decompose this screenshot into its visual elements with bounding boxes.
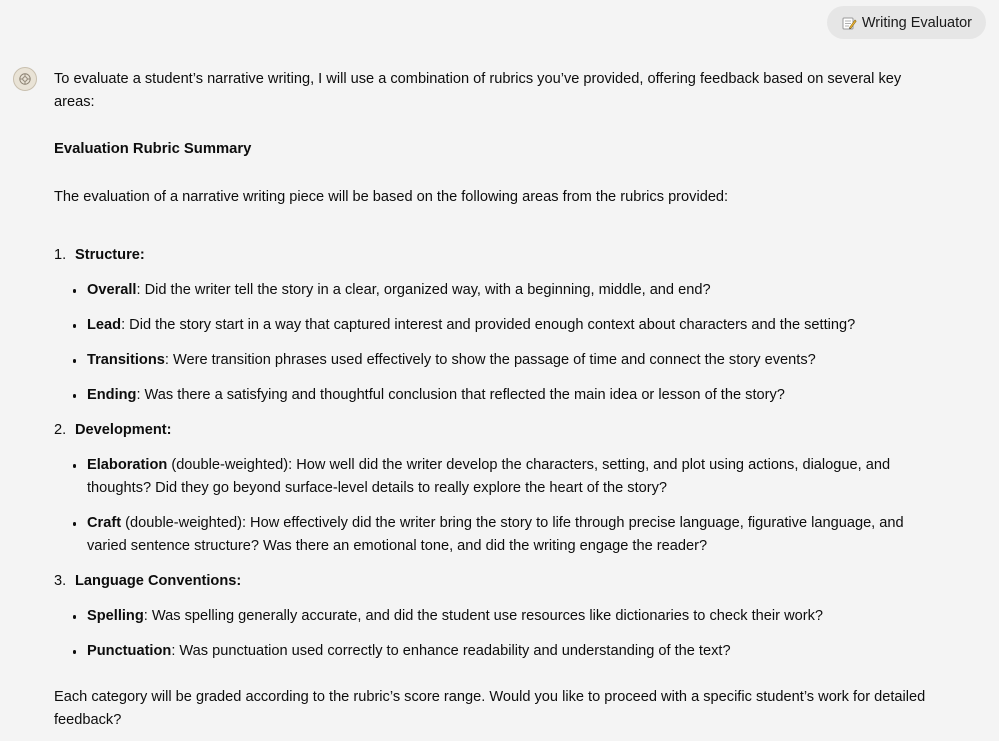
intro-paragraph: To evaluate a student’s narrative writing, I will use a combination of rubrics you’ve provided, offering feedback based on several key areas: [54, 71, 902, 110]
gpt-name-label: Writing Evaluator [861, 14, 972, 31]
bullet-icon [54, 279, 87, 302]
bullet-icon [54, 349, 87, 372]
closing-paragraph: Each category will be graded according to the rubric’s score range. Would you like to proceed with a specific student’s work for detailed feedback? [54, 689, 926, 728]
section-title: Development: [75, 422, 172, 438]
gpt-logo-icon [13, 67, 37, 91]
bullet-icon [54, 605, 87, 628]
section-language-conventions [54, 570, 934, 663]
criterion-text: (double-weighted): How well did the writer develop the characters, setting, and plot using actions, dialogue, and thoughts? Did they go beyond surface-level details to really explore the heart of the story? [87, 457, 891, 496]
criterion-text: : Was spelling generally accurate, and did the student use resources like dictionaries to check their work? [143, 608, 823, 624]
list-item [54, 454, 934, 500]
criterion-term: Overall [87, 282, 137, 298]
criterion-text: : Were transition phrases used effectively to show the passage of time and connect the story events? [164, 352, 816, 368]
rubric-heading: Evaluation Rubric Summary [54, 141, 252, 157]
list-item [54, 512, 934, 558]
bullet-icon [54, 640, 87, 663]
criterion-text: : Did the story start in a way that captured interest and provided enough context about characters and the setting? [121, 317, 856, 333]
criterion-term: Ending [87, 387, 137, 403]
section-development [54, 419, 934, 558]
memo-pencil-icon [841, 15, 857, 31]
criterion-term: Lead [87, 317, 122, 333]
criterion-term: Transitions [87, 352, 165, 368]
list-item [54, 605, 934, 628]
bullet-icon [54, 454, 87, 500]
lead-paragraph: The evaluation of a narrative writing piece will be based on the following areas from the rubrics provided: [54, 189, 729, 205]
bullet-icon [54, 314, 87, 337]
section-number: 1. [54, 247, 67, 263]
section-title: Language Conventions: [75, 573, 242, 589]
criterion-text: : Was there a satisfying and thoughtful conclusion that reflected the main idea or lesson of the story? [136, 387, 785, 403]
criterion-term: Punctuation [87, 643, 172, 659]
rubric-sections-list [54, 244, 934, 663]
list-item [54, 279, 934, 302]
assistant-message [54, 68, 934, 732]
bullet-icon [54, 384, 87, 407]
section-title: Structure: [75, 247, 145, 263]
list-item [54, 640, 934, 663]
bullet-icon [54, 512, 87, 558]
list-item [54, 314, 934, 337]
gpt-name-chip[interactable] [827, 6, 986, 39]
criterion-text: (double-weighted): How effectively did the writer bring the story to life through precise language, figurative language, and varied sentence structure? Was there an emotional tone, and did the writing engage the reader? [87, 515, 904, 554]
criterion-term: Elaboration [87, 457, 168, 473]
criterion-text: : Was punctuation used correctly to enhance readability and understanding of the text? [171, 643, 731, 659]
list-item [54, 384, 934, 407]
list-item [54, 349, 934, 372]
criterion-text: : Did the writer tell the story in a clear, organized way, with a beginning, middle, and end? [136, 282, 711, 298]
criterion-term: Spelling [87, 608, 144, 624]
section-structure [54, 244, 934, 407]
criterion-term: Craft [87, 515, 122, 531]
section-number: 2. [54, 422, 67, 438]
section-number: 3. [54, 573, 67, 589]
